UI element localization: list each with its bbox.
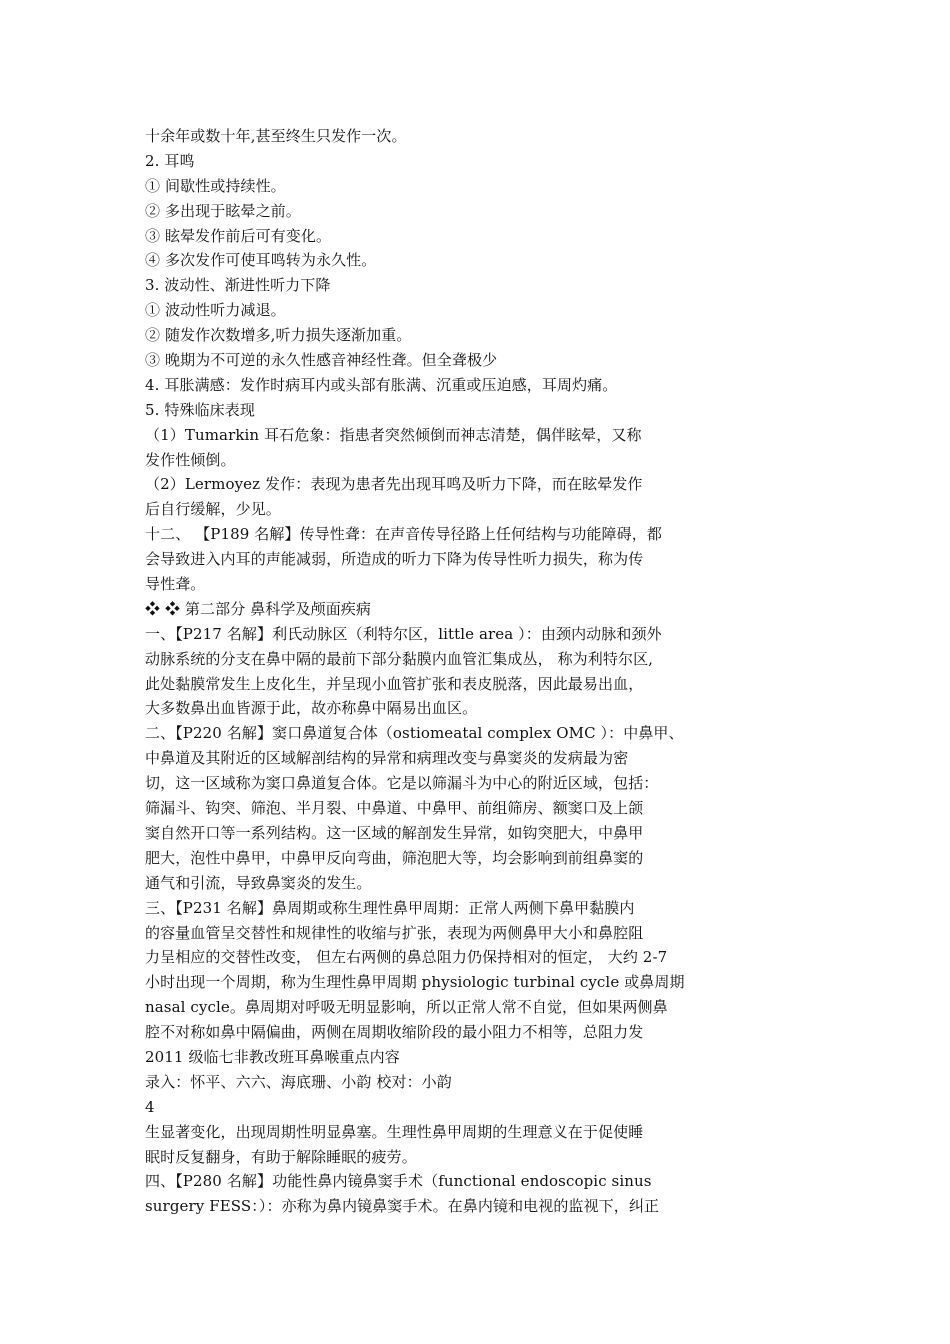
definition-line: 肥大，泡性中鼻甲，中鼻甲反向弯曲，筛泡肥大等，均会影响到前组鼻窦的 bbox=[145, 848, 644, 867]
text-line: （2）Lermoyez 发作：表现为患者先出现耳鸣及听力下降，而在眩晕发作 bbox=[145, 475, 643, 494]
definition-line: 腔不对称如鼻中隔偏曲，两侧在周期收缩阶段的最小阻力不相等，总阻力发 bbox=[145, 1023, 644, 1042]
list-item: ① 间歇性或持续性。 bbox=[145, 176, 286, 195]
credits-line: 录入：怀平、六六、海底珊、小韵 校对：小韵 bbox=[145, 1072, 452, 1091]
definition-line: 眠时反复翻身，有助于解除睡眠的疲劳。 bbox=[145, 1147, 417, 1166]
definition-line: 的容量血管呈交替性和规律性的收缩与扩张，表现为两侧鼻甲大小和鼻腔阻 bbox=[145, 923, 644, 942]
definition-line: 筛漏斗、钩突、筛泡、半月裂、中鼻道、中鼻甲、前组筛房、额窦口及上颌 bbox=[145, 799, 644, 818]
text-line: 十余年或数十年,甚至终生只发作一次。 bbox=[145, 127, 407, 145]
definition-line: 导性聋。 bbox=[145, 575, 206, 594]
definition-line: 窦自然开口等一系列结构。这一区域的解剖发生异常，如钩突肥大，中鼻甲 bbox=[145, 823, 644, 842]
running-header: 2011 级临七非教改班耳鼻喉重点内容 bbox=[145, 1047, 400, 1066]
definition-line: 二、【P220 名解】窦口鼻道复合体（ostiomeatal complex OMC ）：中鼻甲、 bbox=[145, 724, 684, 743]
definition-line: 动脉系统的分支在鼻中隔的最前下部分黏膜内血管汇集成丛， 称为利特尔区, bbox=[145, 649, 654, 668]
text-line: 后自行缓解，少见。 bbox=[145, 500, 281, 519]
section-heading: 3. 波动性、渐进性听力下降 bbox=[145, 276, 331, 295]
definition-line: surgery FESS：）：亦称为鼻内镜鼻窦手术。在鼻内镜和电视的监视下，纠正 bbox=[145, 1197, 660, 1216]
definition-line: 力呈相应的交替性改变， 但左右两侧的鼻总阻力仍保持相对的恒定， 大约 2-7 bbox=[145, 948, 668, 967]
list-item: ④ 多次发作可使耳鸣转为永久性。 bbox=[145, 251, 377, 270]
definition-line: 会导致进入内耳的声能减弱，所造成的听力下降为传导性听力损失，称为传 bbox=[145, 550, 644, 569]
definition-line: 通气和引流，导致鼻窦炎的发生。 bbox=[145, 873, 372, 892]
list-item: ② 随发作次数增多,听力损失逐渐加重。 bbox=[145, 326, 412, 345]
definition-line: 中鼻道及其附近的区域解剖结构的异常和病理改变与鼻窦炎的发病最为密 bbox=[145, 749, 629, 768]
definition-line: nasal cycle。鼻周期对呼吸无明显影响，所以正常人常不自觉，但如果两侧鼻 bbox=[145, 998, 668, 1017]
page-number: 4 bbox=[145, 1097, 155, 1116]
definition-line: 三、【P231 名解】鼻周期或称生理性鼻甲周期：正常人两侧下鼻甲黏膜内 bbox=[145, 898, 635, 917]
definition-line: 小时出现一个周期，称为生理性鼻甲周期 physiologic turbinal cycle 或鼻周期 bbox=[145, 973, 685, 992]
list-item: ③ 眩晕发作前后可有变化。 bbox=[145, 226, 332, 245]
list-item: ③ 晚期为不可逆的永久性感音神经性聋。但全聋极少 bbox=[145, 351, 498, 370]
section-heading: 4. 耳胀满感：发作时病耳内或头部有胀满、沉重或压迫感，耳周灼痛。 bbox=[145, 375, 618, 394]
definition-line: 一、【P217 名解】利氏动脉区（利特尔区，little area ）：由颈内动脉和颈外 bbox=[145, 624, 662, 643]
text-line: （1）Tumarkin 耳石危象：指患者突然倾倒而神志清楚，偶伴眩晕，又称 bbox=[145, 425, 642, 444]
list-item: ② 多出现于眩晕之前。 bbox=[145, 201, 301, 220]
section-heading: 5. 特殊临床表现 bbox=[145, 400, 255, 419]
definition-line: 十二、 【P189 名解】传导性聋：在声音传导径路上任何结构与功能障碍，都 bbox=[145, 525, 662, 544]
list-item: ① 波动性听力减退。 bbox=[145, 301, 286, 320]
text-line: 发作性倾倒。 bbox=[145, 450, 236, 469]
part-heading: ❖ ❖ 第二部分 鼻科学及颅面疾病 bbox=[145, 599, 372, 618]
section-heading: 2. 耳鸣 bbox=[145, 151, 195, 170]
definition-line: 生显著变化，出现周期性明显鼻塞。生理性鼻甲周期的生理意义在于促使睡 bbox=[145, 1122, 644, 1141]
definition-line: 此处黏膜常发生上皮化生，并呈现小血管扩张和表皮脱落，因此最易出血， bbox=[145, 674, 644, 693]
document-body bbox=[145, 124, 735, 1219]
definition-line: 大多数鼻出血皆源于此，故亦称鼻中隔易出血区。 bbox=[145, 699, 478, 718]
definition-line: 四、【P280 名解】功能性鼻内镜鼻窦手术（functional endoscopic sinus bbox=[145, 1172, 652, 1191]
definition-line: 切，这一区域称为窦口鼻道复合体。它是以筛漏斗为中心的附近区域，包括： bbox=[145, 774, 659, 793]
